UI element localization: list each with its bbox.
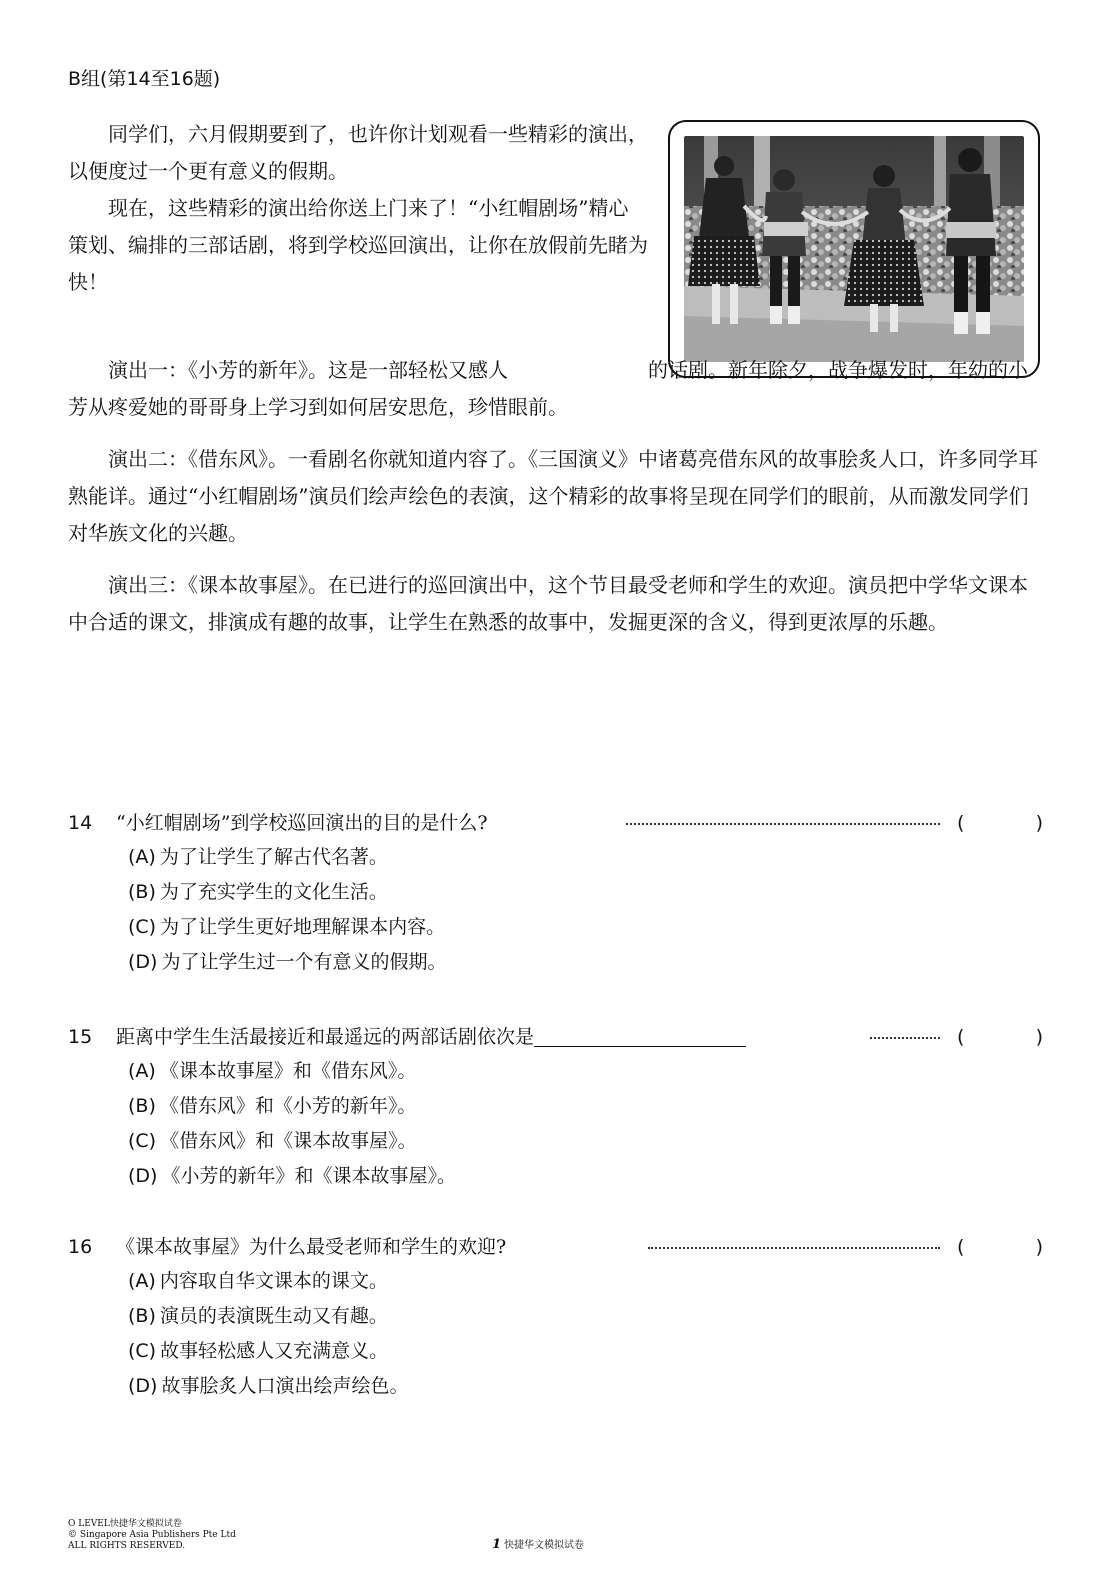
option-c: (C) 为了让学生更好地理解课本内容。: [128, 916, 446, 938]
footer-title: 快捷华文模拟试卷: [504, 1540, 585, 1551]
option-b: (B) 演员的表演既生动又有趣。: [128, 1305, 388, 1327]
photo-frame: [668, 120, 1040, 378]
leader-dots: [648, 1247, 940, 1249]
question-14: [68, 806, 1043, 980]
question-text: 《课本故事屋》为什么最受老师和学生的欢迎?: [116, 1236, 507, 1258]
intro-paragraph-1: 同学们，六月假期要到了，也许你计划观看一些精彩的演出，以便度过一个更有意义的假期。: [68, 122, 648, 183]
question-text: “小红帽剧场”到学校巡回演出的目的是什么?: [116, 812, 488, 834]
option-c: (C) 《借东风》和《课本故事屋》。: [128, 1130, 417, 1152]
question-number: 14: [68, 812, 93, 834]
answer-bracket[interactable]: ( ): [957, 1236, 1043, 1258]
question-number: 16: [68, 1236, 93, 1258]
option-c: (C) 故事轻松感人又充满意义。: [128, 1340, 389, 1362]
leader-dots: [870, 1037, 940, 1039]
intro-paragraph-2: 现在，这些精彩的演出给你送上门来了！“小红帽剧场”精心策划、编排的三部话剧，将到学校巡回演出，让你在放假前先睹为快！: [68, 196, 648, 294]
answer-bracket[interactable]: ( ): [957, 1026, 1043, 1048]
footer-line-2: © Singapore Asia Publishers Pte Ltd: [68, 1530, 236, 1540]
footer-line-3: ALL RIGHTS RESERVED.: [68, 1541, 186, 1551]
footer-line-1: O LEVEL快捷华文模拟试卷: [68, 1519, 182, 1529]
question-text: 距离中学生生活最接近和最遥远的两部话剧依次是: [116, 1020, 746, 1054]
show1-lead: 演出一：《小芳的新年》。这是一部轻松又感人: [108, 358, 508, 382]
leader-dots: [626, 823, 940, 825]
page-number: 1: [492, 1537, 502, 1552]
question-number: 15: [68, 1026, 93, 1048]
intro-passage: [68, 116, 648, 301]
option-d: (D) 为了让学生过一个有意义的假期。: [128, 951, 447, 973]
option-d: (D) 《小芳的新年》和《课本故事屋》。: [128, 1165, 456, 1187]
option-a: (A) 为了让学生了解古代名著。: [128, 846, 388, 868]
shows-passage: [68, 352, 1043, 656]
show3-paragraph: 演出三：《课本故事屋》。在已进行的巡回演出中，这个节目最受老师和学生的欢迎。演员把中学华文课本中合适的课文，排演成有趣的故事，让学生在熟悉的故事中，发掘更深的含义，得到更浓厚的乐趣。: [68, 573, 1028, 634]
folk-dance-photo: [684, 136, 1024, 362]
question-15: [68, 1020, 1043, 1194]
question-16: [68, 1230, 1043, 1404]
show1-rest: 的话剧。新年除夕，战争爆发时，年幼的小芳从疼爱她的哥哥身上学习到如何居安思危，珍惜眼前。: [68, 358, 1028, 419]
show1-paragraph: [68, 352, 1043, 426]
option-b: (B) 为了充实学生的文化生活。: [128, 881, 388, 903]
option-a: (A) 《课本故事屋》和《借东风》。: [128, 1060, 417, 1082]
option-d: (D) 故事脍炙人口演出绘声绘色。: [128, 1375, 409, 1397]
show2-paragraph: 演出二：《借东风》。一看剧名你就知道内容了。《三国演义》中诸葛亮借东风的故事脍炙人口，许多同学耳熟能详。通过“小红帽剧场”演员们绘声绘色的表演，这个精彩的故事将呈现在同学们的眼前，从而激发同学们对华族文化的兴趣。: [68, 447, 1038, 545]
option-a: (A) 内容取自华文课本的课文。: [128, 1270, 388, 1292]
footer-copyright: [68, 1519, 236, 1552]
option-b: (B) 《借东风》和《小芳的新年》。: [128, 1095, 417, 1117]
answer-bracket[interactable]: ( ): [957, 812, 1043, 834]
page-footer: [492, 1536, 584, 1552]
section-title: B组(第14至16题): [68, 68, 221, 90]
answer-blank[interactable]: [534, 1024, 746, 1047]
